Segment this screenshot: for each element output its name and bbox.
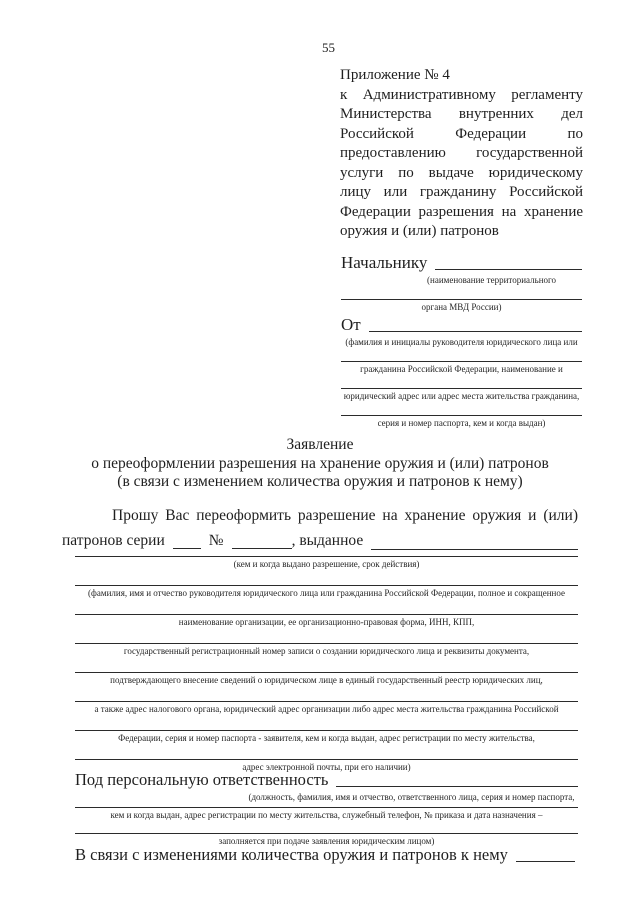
field-caption: подтверждающего внесение сведений о юридическом лице в единый государственный реестр юридических лиц, bbox=[110, 675, 543, 685]
form-field-line bbox=[75, 643, 578, 657]
form-field-line bbox=[75, 556, 578, 570]
territorial-authority-field bbox=[435, 268, 582, 270]
field-caption: заполняется при подаче заявления юридическим лицом) bbox=[218, 836, 435, 846]
applicant-field-line3 bbox=[341, 388, 582, 389]
change-row bbox=[75, 844, 575, 865]
responsibility-block bbox=[75, 769, 578, 847]
addressee-from-row bbox=[341, 315, 582, 335]
field-caption: (наименование территориального bbox=[427, 275, 556, 285]
field-caption: адрес электронной почты, при его наличии) bbox=[242, 762, 411, 772]
field-caption: Федерации, серия и номер паспорта - заявителя, кем и когда выдан, адрес регистрации по месту жительства, bbox=[118, 733, 535, 743]
request-text: патронов серии bbox=[62, 532, 165, 549]
form-field-line bbox=[75, 807, 578, 821]
form-field-line bbox=[75, 701, 578, 715]
appendix-line: услуги по выдаче юридическому bbox=[340, 164, 583, 181]
page-number: 55 bbox=[322, 40, 335, 55]
field-caption: (фамилия, имя и отчество руководителя юридического лица или гражданина Российской Федерации, полное и сокращенное bbox=[88, 588, 565, 598]
addressee-block bbox=[341, 253, 582, 429]
request-paragraph bbox=[62, 503, 578, 553]
responsible-person-field bbox=[336, 785, 578, 787]
appendix-line: Российской Федерации по bbox=[340, 125, 583, 142]
field-caption: (кем и когда выдано разрешение, срок действия) bbox=[233, 559, 420, 569]
title-line: Заявление bbox=[286, 436, 354, 453]
change-field bbox=[516, 860, 575, 862]
from-label: От bbox=[341, 315, 361, 334]
change-label: В связи с изменениями количества оружия и патронов к нему bbox=[75, 845, 508, 864]
field-caption: гражданина Российской Федерации, наименование и bbox=[360, 364, 563, 374]
appendix-heading bbox=[340, 66, 583, 242]
field-caption: государственный регистрационный номер записи о создании юридического лица и реквизиты документа, bbox=[123, 646, 530, 656]
appendix-line: Федерации разрешения на хранение bbox=[340, 203, 583, 220]
field-caption: органа МВД России) bbox=[421, 302, 502, 312]
form-field-line bbox=[75, 614, 578, 628]
number-field bbox=[232, 547, 292, 549]
appendix-line: Министерства внутренних дел bbox=[340, 106, 583, 122]
number-sign: № bbox=[208, 532, 224, 549]
appendix-line: оружия и (или) патронов bbox=[340, 223, 499, 239]
request-text: , выданное bbox=[291, 532, 364, 549]
request-line: Прошу Вас переоформить разрешение на хранение оружия и (или) bbox=[112, 507, 578, 524]
field-caption: юридический адрес или адрес места жительства гражданина, bbox=[343, 391, 580, 401]
to-label: Начальнику bbox=[341, 253, 428, 272]
field-caption: наименование организации, ее организационно-правовая форма, ИНН, КПП, bbox=[178, 617, 475, 627]
field-caption: серия и номер паспорта, кем и когда выдан) bbox=[377, 418, 546, 428]
field-caption: (фамилия и инициалы руководителя юридического лица или bbox=[345, 337, 578, 347]
form-fields bbox=[75, 556, 578, 773]
request-line bbox=[62, 528, 578, 553]
appendix-line: лицу или гражданину Российской bbox=[340, 184, 583, 200]
title-line: о переоформлении разрешения на хранение оружия и (или) патронов bbox=[91, 454, 549, 472]
territorial-authority-field-line2 bbox=[341, 299, 582, 300]
document-title bbox=[40, 436, 600, 492]
responsibility-row bbox=[75, 769, 578, 790]
form-field-line bbox=[75, 730, 578, 744]
form-field-line bbox=[75, 585, 578, 599]
addressee-to-row bbox=[341, 253, 582, 273]
form-field-line bbox=[75, 672, 578, 686]
appendix-line: Приложение № 4 bbox=[340, 67, 450, 83]
series-field bbox=[173, 547, 201, 549]
appendix-line: к Административному регламенту bbox=[340, 86, 583, 103]
responsibility-label: Под персональную ответственность bbox=[75, 770, 329, 789]
title-line: (в связи с изменением количества оружия и патронов к нему) bbox=[117, 473, 523, 490]
applicant-name-field bbox=[369, 330, 582, 332]
applicant-field-line4 bbox=[341, 415, 582, 416]
field-caption: кем и когда выдан, адрес регистрации по месту жительства, служебный телефон, № приказа и дата назначения – bbox=[110, 810, 543, 820]
appendix-line: предоставлению государственной bbox=[340, 145, 583, 161]
issued-by-field bbox=[371, 548, 578, 550]
field-caption: а также адрес налогового органа, юридический адрес организации либо адрес места жительства гражданина Российской bbox=[94, 704, 559, 714]
field-caption: (должность, фамилия, имя и отчество, ответственного лица, серия и номер паспорта, bbox=[248, 792, 575, 802]
applicant-field-line2 bbox=[341, 361, 582, 362]
